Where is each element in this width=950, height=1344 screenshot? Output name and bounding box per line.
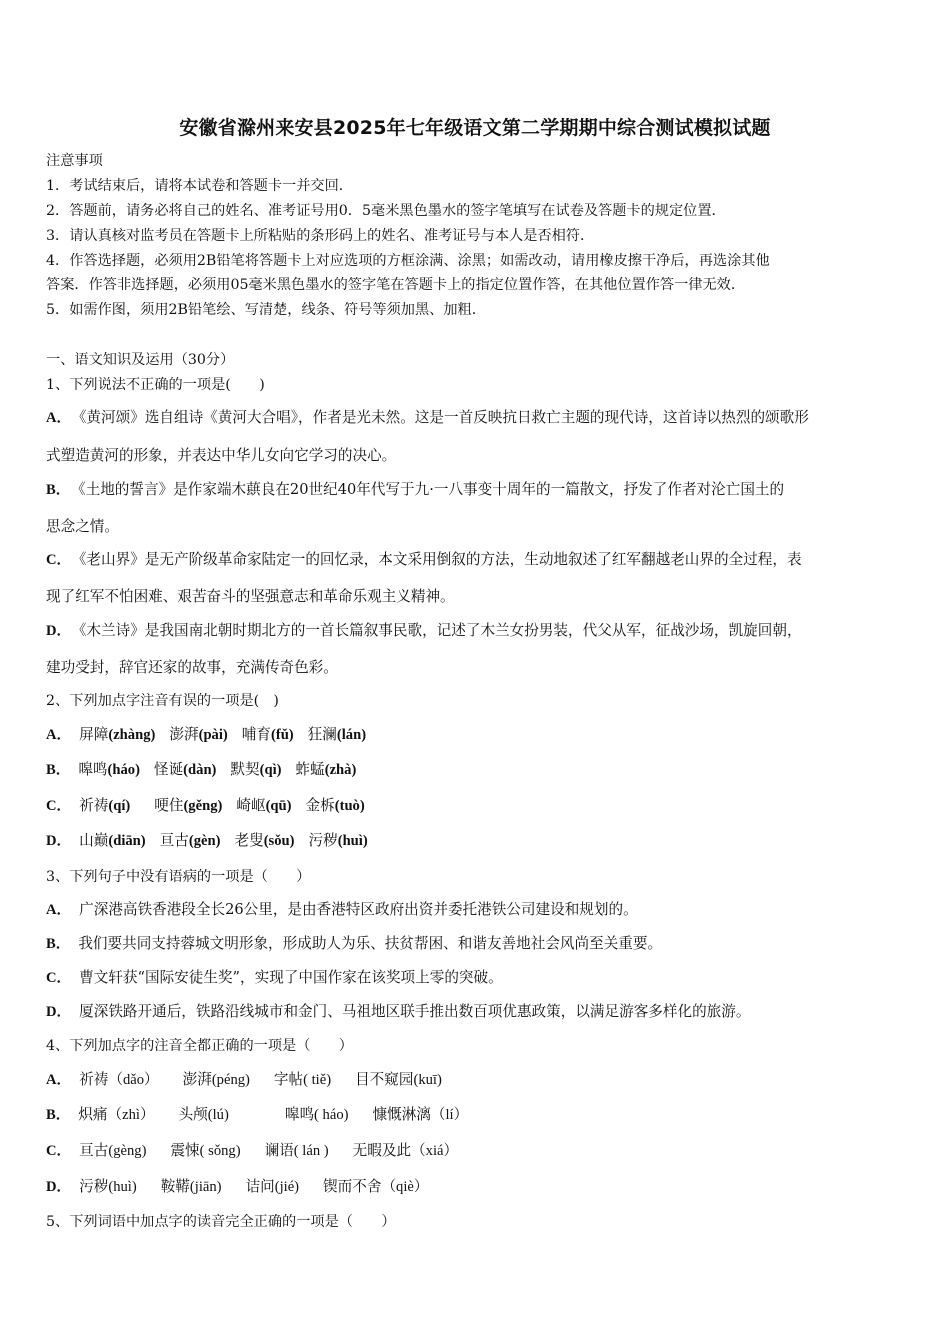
word: 哺育 [241,726,271,743]
pinyin: (qì) [259,762,282,778]
question-1-option-c-cont: 现了红军不怕困难、艰苦奋斗的坚强意志和革命乐观主义精神。 [46,588,455,605]
pinyin: (háo) [107,762,140,778]
word: 狂澜 [307,726,337,743]
word: 锲而不舍 [323,1178,382,1195]
word: 崎岖 [236,797,266,814]
option-text: 《土地的誓言》是作家端木蕻良在20世纪40年代写于九·一八事变十周年的一篇散文，抒发了作者对沦亡国土的 [78,481,785,498]
notice-item: 1．考试结束后，请将本试卷和答题卡一并交回． [46,178,353,194]
question-1-option-c [46,550,802,570]
question-1-stem: 1、下列说法不正确的一项是( ) [46,377,265,393]
pinyin: ( sǒng) [199,1143,241,1159]
pinyin: (jié) [274,1179,300,1195]
pinyin: (péng) [211,1072,250,1088]
pinyin: （xiá） [411,1143,459,1159]
option-label: B． [46,936,71,952]
word: 诘问 [245,1178,275,1195]
option-text: 《木兰诗》是我国南北朝时期北方的一首长篇叙事民歌，记述了木兰女扮男装，代父从军，征战沙场，凯旋回朝， [79,622,802,639]
section-heading: 一、语文知识及运用（30分） [46,352,235,368]
pinyin: (huì) [108,1179,137,1195]
word: 老叟 [234,832,264,849]
option-label: D． [46,833,72,849]
pinyin: （zhì） [107,1107,155,1123]
question-2-option-a [46,725,366,745]
pinyin: (tuò) [334,798,365,814]
pinyin: (dàn) [183,762,217,778]
notice-item: 答案．作答非选择题，必须用05毫米黑色墨水的签字笔在答题卡上的指定位置作答，在其他位置作答一律无效． [46,277,746,293]
option-text: 《黄河颂》选自组诗《黄河大合唱》，作者是光未然。这是一首反映抗日救亡主题的现代诗，这首诗以热烈的颂歌形 [79,409,809,426]
option-text: 《老山界》是无产阶级革命家陆定一的回忆录，本文采用倒叙的方法，生动地叙述了红军翻越老山界的全过程，表 [79,551,802,568]
word: 哽住 [154,797,184,814]
word: 澎湃 [169,726,199,743]
question-4-option-b [46,1105,468,1125]
pinyin: ( háo) [314,1107,349,1123]
question-4-stem: 4、下列加点字的注音全都正确的一项是（ ） [46,1038,353,1054]
word: 头颅 [178,1106,208,1123]
word: 澎湃 [182,1071,212,1088]
pinyin: ( lán ) [293,1143,329,1159]
pinyin: (zhàng) [108,727,156,743]
notice-item: 3．请认真核对监考员在答题卡上所粘贴的条形码上的姓名、准考证号与本人是否相符． [46,228,595,244]
option-label: D． [46,623,72,639]
word: 污秽 [79,1178,109,1195]
pinyin: (gèng) [108,1143,147,1159]
word: 祈祷 [79,1071,109,1088]
question-1-option-b-cont: 思念之情。 [46,518,119,535]
pinyin: (lán) [336,727,367,743]
question-3-option-a [46,900,638,920]
option-text: 曹文轩获“国际安徒生奖”，实现了中国作家在该奖项上零的突破。 [79,969,503,986]
question-4-option-d [46,1177,428,1197]
pinyin: (pài) [198,727,228,743]
word: 亘古 [79,1142,109,1159]
word: 祈祷 [79,797,109,814]
pinyin: (zhà) [324,762,357,778]
question-2-stem: 2、下列加点字注音有误的一项是( ) [46,693,279,709]
pinyin: (kuī) [413,1072,442,1088]
question-2-option-c [46,796,365,816]
question-3-stem: 3、下列句子中没有语病的一项是（ ） [46,869,311,885]
question-4-option-a [46,1070,442,1090]
option-label: C． [46,552,72,568]
notice-heading: 注意事项 [46,153,103,169]
word: 蚱蜢 [295,761,325,778]
option-label: B． [46,762,71,778]
option-label: D． [46,1179,72,1195]
question-1-option-a [46,408,809,428]
word: 屏障 [79,726,109,743]
pinyin: (fǔ) [270,727,294,743]
word: 震悚 [170,1142,200,1159]
option-text: 广深港高铁香港段全长26公里，是由香港特区政府出资并委托港铁公司建设和规划的。 [79,901,638,918]
option-label: C． [46,1143,72,1159]
pinyin: （lí） [430,1107,469,1123]
word: 亘古 [159,832,189,849]
pinyin: (lú) [207,1107,229,1123]
word: 嗥鸣 [284,1106,315,1123]
pinyin: (jiān) [189,1179,222,1195]
word: 金柝 [305,797,335,814]
question-1-option-b [46,480,784,500]
word: 嗥鸣 [78,761,108,778]
word: 默契 [230,761,260,778]
pinyin: （dǎo） [108,1072,159,1088]
word: 怪诞 [153,761,184,778]
pinyin: （qiè） [381,1179,429,1195]
word: 山巅 [79,832,109,849]
pinyin: (gèn) [188,833,221,849]
notice-item: 4．作答选择题，必须用2B铅笔将答题卡上对应选项的方框涂满、涂黑；如需改动，请用橡皮擦干净后，再选涂其他 [46,253,770,269]
question-3-option-c [46,968,503,988]
pinyin: ( tiě) [303,1072,332,1088]
question-1-option-d [46,621,802,641]
word: 炽痛 [78,1106,108,1123]
option-label: A． [46,902,72,918]
pinyin: (qí) [108,798,131,814]
option-label: B． [46,482,71,498]
question-5-stem: 5、下列词语中加点字的读音完全正确的一项是（ ） [46,1214,396,1230]
question-1-option-a-cont: 式塑造黄河的形象，并表达中华儿女向它学习的决心。 [46,447,397,464]
option-label: A． [46,1072,72,1088]
option-label: C． [46,970,72,986]
word: 无暇及此 [352,1142,412,1159]
option-label: A． [46,727,72,743]
word: 鞍鞯 [160,1178,190,1195]
page-title: 安徽省滁州来安县2025年七年级语文第二学期期中综合测试模拟试题 [179,117,771,139]
option-label: D． [46,1004,72,1020]
question-1-option-d-cont: 建功受封，辞官还家的故事，充满传奇色彩。 [46,659,338,676]
pinyin: (diān) [108,833,146,849]
option-text: 厦深铁路开通后，铁路沿线城市和金门、马祖地区联手推出数百项优惠政策，以满足游客多样化的旅游。 [79,1003,751,1020]
notice-item: 5．如需作图，须用2B铅笔绘、写清楚，线条、符号等须加黑、加粗． [46,302,486,318]
question-2-option-d [46,831,368,851]
pinyin: (huì) [337,833,368,849]
word: 慷慨淋漓 [372,1106,431,1123]
question-4-option-c [46,1141,458,1161]
pinyin: (sǒu) [263,833,295,849]
question-3-option-d [46,1002,750,1022]
option-text: 我们要共同支持蓉城文明形象，形成助人为乐、扶贫帮困、和谐友善地社会风尚至关重要。 [78,935,663,952]
word: 字帖 [273,1071,304,1088]
option-label: B． [46,1107,71,1123]
pinyin: (qū) [265,798,292,814]
option-label: C． [46,798,72,814]
option-label: A． [46,410,72,426]
question-2-option-b [46,760,356,780]
word: 目不窥园 [355,1071,414,1088]
word: 污秽 [308,832,338,849]
question-3-option-b [46,934,662,954]
word: 谰语 [264,1142,294,1159]
pinyin: (gěng) [183,798,223,814]
notice-item: 2．答题前，请务必将自己的姓名、准考证号用0．5毫米黑色墨水的签字笔填写在试卷及答题卡的规定位置． [46,203,726,219]
